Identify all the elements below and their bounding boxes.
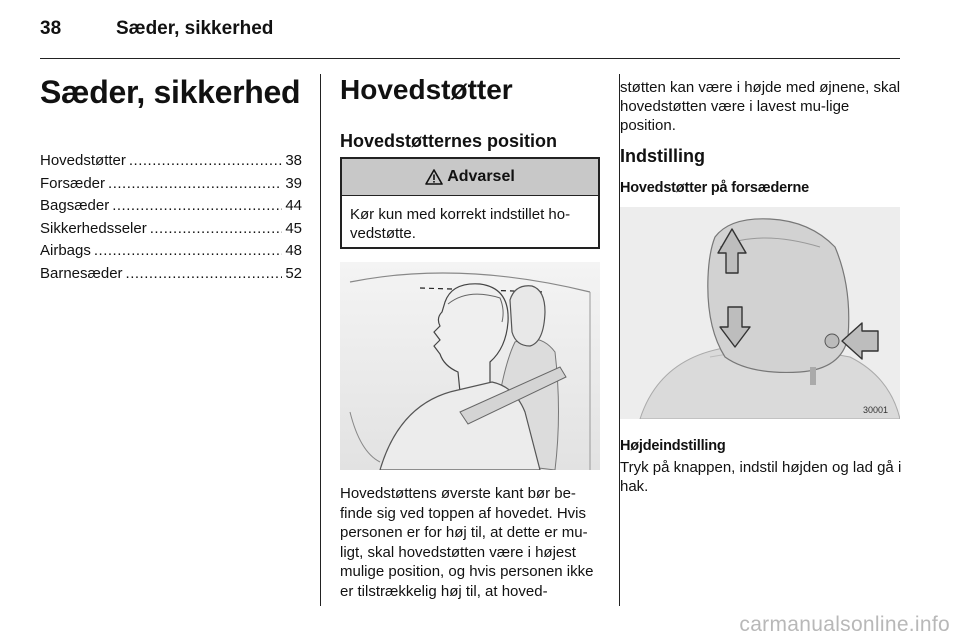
- column-divider-1: [320, 74, 321, 606]
- height-adjustment-text: Tryk på knappen, indstil højden og lad gå i hak.: [620, 459, 902, 495]
- section-title: Hovedstøtter: [340, 74, 513, 105]
- figure-number: 30001: [862, 405, 888, 415]
- toc-page: 48: [285, 242, 302, 260]
- toc-entry[interactable]: [40, 195, 302, 218]
- warning-box: [340, 157, 600, 249]
- body-paragraph: Hovedstøttens øverste kant bør be-finde sig ved toppen af hovedet. Hvis personen er for høj til, at dette er mu-ligt, skal hovedstøtten være i højest mulige position, og hvis personen ikke er tilstrækkelig høj til, at hoved-: [340, 485, 594, 600]
- toc-label: Forsæder: [40, 174, 106, 192]
- adjustment-heading: Indstilling: [620, 146, 705, 166]
- toc-entry[interactable]: [40, 150, 302, 173]
- toc-leader: [150, 218, 283, 240]
- section-subtitle: Hovedstøtternes position: [340, 131, 558, 151]
- toc-leader: [112, 195, 282, 217]
- toc-page: 45: [285, 219, 302, 237]
- watermark: carmanualsonline.info: [739, 613, 950, 636]
- warning-text: Kør kun med korrekt indstillet ho-vedstøtte.: [350, 206, 571, 242]
- toc-page: 44: [285, 197, 302, 215]
- toc-page: 39: [285, 174, 302, 192]
- headrest-adjustment-illustration: [620, 207, 900, 419]
- toc-entry[interactable]: [40, 173, 302, 196]
- toc-label: Sikkerhedsseler: [40, 219, 147, 237]
- toc-leader: [108, 173, 282, 195]
- front-seats-heading: Hovedstøtter på forsæderne: [620, 180, 809, 196]
- body-paragraph-continued: støtten kan være i højde med øjnene, skal hovedstøtten være i lavest mu-lige position.: [620, 79, 901, 134]
- toc-leader: [94, 240, 282, 262]
- chapter-title: Sæder, sikkerhed: [40, 74, 301, 110]
- toc-entry[interactable]: [40, 240, 302, 263]
- toc-page: 52: [285, 264, 302, 282]
- toc-leader: [126, 263, 283, 285]
- warning-triangle-icon: [425, 169, 443, 185]
- warning-header: [342, 159, 598, 196]
- toc-page: 38: [285, 152, 302, 169]
- headrest-position-illustration: [340, 262, 600, 470]
- page-number: 38: [40, 18, 62, 39]
- toc-label: Hovedstøtter: [40, 152, 126, 169]
- toc-label: Bagsæder: [40, 197, 110, 215]
- warning-title: Advarsel: [447, 168, 515, 185]
- table-of-contents: [40, 150, 302, 286]
- height-adjustment-heading: Højdeindstilling: [620, 438, 726, 454]
- toc-leader: [129, 150, 282, 172]
- toc-entry[interactable]: [40, 263, 302, 286]
- toc-entry[interactable]: [40, 218, 302, 241]
- toc-label: Barnesæder: [40, 264, 123, 282]
- toc-label: Airbags: [40, 242, 91, 260]
- running-title: Sæder, sikkerhed: [116, 18, 274, 39]
- header-rule: [40, 58, 900, 59]
